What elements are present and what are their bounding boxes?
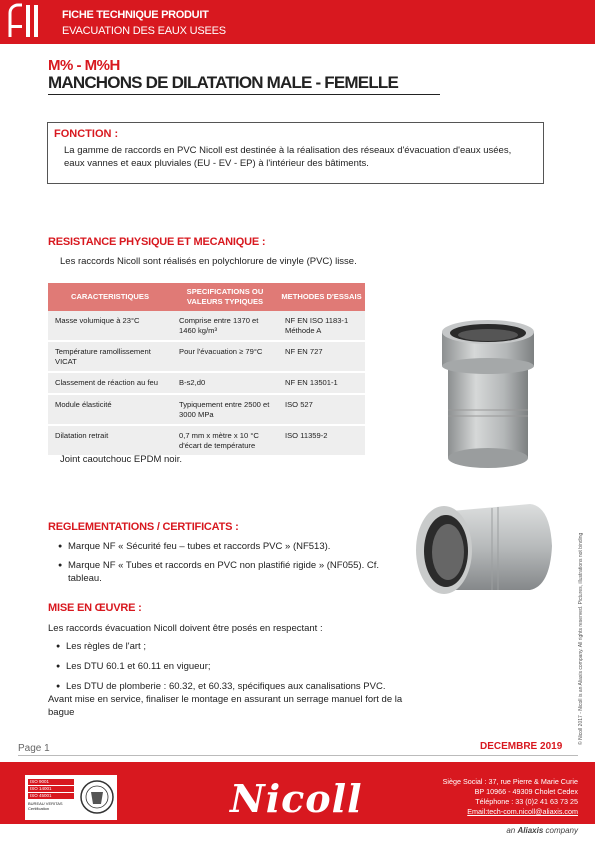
table-cell: Comprise entre 1370 et 1460 kg/m³ [172, 311, 278, 341]
resistance-title: RESISTANCE PHYSIQUE ET MECANIQUE : [48, 236, 266, 248]
bureau-veritas-seal-icon [79, 778, 115, 817]
table-cell: NF EN ISO 1183-1 Méthode A [278, 311, 365, 341]
certification-badge [25, 775, 117, 820]
fonction-text: La gamme de raccords en PVC Nicoll est destinée à la réalisation des réseaux d'évacuation d'eaux usées, eaux vannes et eaux pluviales (EU - EV - EP) à l'intérieur des bâtiments. [64, 145, 512, 169]
group-prefix: an [506, 826, 516, 835]
table-row [48, 341, 365, 372]
fonction-title: FONCTION : [54, 128, 119, 140]
header-bar [0, 0, 595, 44]
list-item: ● Marque NF « Sécurité feu – tubes et raccords PVC » (NF513). [58, 540, 388, 553]
mise-en-oeuvre-intro: Les raccords évacuation Nicoll doivent être posés en respectant : [48, 623, 323, 634]
cert-iso-45001: ISO 45001 [28, 793, 74, 799]
nicoll-logo-mark-icon [6, 3, 40, 39]
nicoll-brand-logo: Nicoll [230, 776, 363, 821]
aliaxis-logo: Aliaxis [517, 826, 544, 835]
table-row [48, 425, 365, 456]
copyright-side-note: © Nicoll 2017 - Nicoll is an Aliaxis company. All rights reserved. Pictures, illustrations not binding [578, 532, 584, 745]
list-item: ● Les DTU 60.1 et 60.11 en vigueur; [56, 660, 416, 673]
product-title: MANCHONS DE DILATATION MALE - FEMELLE [48, 73, 399, 92]
table-cell: Masse volumique à 23°C [48, 311, 172, 341]
address-line: Siège Social : 37, rue Pierre & Marie Curie [442, 777, 578, 786]
table-cell: Classement de réaction au feu [48, 372, 172, 394]
table-cell: Dilatation retrait [48, 425, 172, 456]
resistance-intro: Les raccords Nicoll sont réalisés en polychlorure de vinyle (PVC) lisse. [60, 256, 357, 267]
table-cell: NF EN 13501-1 [278, 372, 365, 394]
aliaxis-group-mention [440, 826, 578, 835]
phone-line: Téléphone : 33 (0)2 41 63 73 25 [475, 797, 578, 806]
joint-text: Joint caoutchouc EPDM noir. [60, 454, 182, 465]
table-row [48, 372, 365, 394]
table-cell: ISO 527 [278, 394, 365, 425]
page-number: Page 1 [18, 743, 50, 754]
mise-en-oeuvre-list [56, 640, 416, 699]
table-cell: NF EN 727 [278, 341, 365, 372]
product-image-sleeve-tilted [400, 494, 560, 606]
document-date: DECEMBRE 2019 [480, 741, 563, 752]
email-link[interactable]: Email:tech-com.nicoll@aliaxis.com [467, 807, 578, 816]
table-cell: 0,7 mm x mètre x 10 °C d'écart de température [172, 425, 278, 456]
mise-en-oeuvre-title: MISE EN ŒUVRE : [48, 602, 142, 614]
header-subtitle: EVACUATION DES EAUX USEES [62, 25, 226, 37]
reglementations-list [58, 540, 388, 591]
cert-iso-14001: ISO 14001 [28, 786, 74, 792]
company-address [380, 777, 578, 817]
header-title: FICHE TECHNIQUE PRODUIT [62, 9, 209, 21]
table-cell: Température ramollissement VICAT [48, 341, 172, 372]
table-cell: B-s2,d0 [172, 372, 278, 394]
list-item: ● Les DTU de plomberie : 60.32, et 60.33, spécifiques aux canalisations PVC. [56, 680, 416, 693]
list-item: ● Marque NF « Tubes et raccords en PVC non plastifié rigide » (NF055). Cf. tableau. [58, 559, 388, 585]
product-reference: M% - M%H [48, 57, 120, 74]
table-header-cell: SPECIFICATIONS OU VALEURS TYPIQUES [172, 283, 278, 311]
table-header-row [48, 283, 365, 311]
cert-organization: BUREAU VERITAS Certification [28, 801, 63, 811]
title-underline [48, 94, 440, 95]
table-header-cell: CARACTERISTIQUES [48, 283, 172, 311]
reglementations-title: REGLEMENTATIONS / CERTIFICATS : [48, 521, 239, 533]
table-cell: Pour l'évacuation ≥ 79°C [172, 341, 278, 372]
table-cell: Module élasticité [48, 394, 172, 425]
footer-divider [18, 755, 578, 756]
mise-en-oeuvre-outro: Avant mise en service, finaliser le montage en assurant un serrage manuel fort de la bague [48, 694, 403, 718]
address-line: BP 10966 - 49309 Cholet Cedex [474, 787, 578, 796]
list-item: ● Les règles de l'art ; [56, 640, 416, 653]
group-suffix: company [545, 826, 578, 835]
table-row [48, 394, 365, 425]
table-row [48, 311, 365, 341]
characteristics-table [48, 283, 365, 457]
product-image-sleeve-upright [420, 318, 560, 470]
table-cell: Typiquement entre 2500 et 3000 MPa [172, 394, 278, 425]
table-header-cell: METHODES D'ESSAIS [278, 283, 365, 311]
cert-iso-9001: ISO 9001 [28, 779, 74, 785]
table-cell: ISO 11359-2 [278, 425, 365, 456]
